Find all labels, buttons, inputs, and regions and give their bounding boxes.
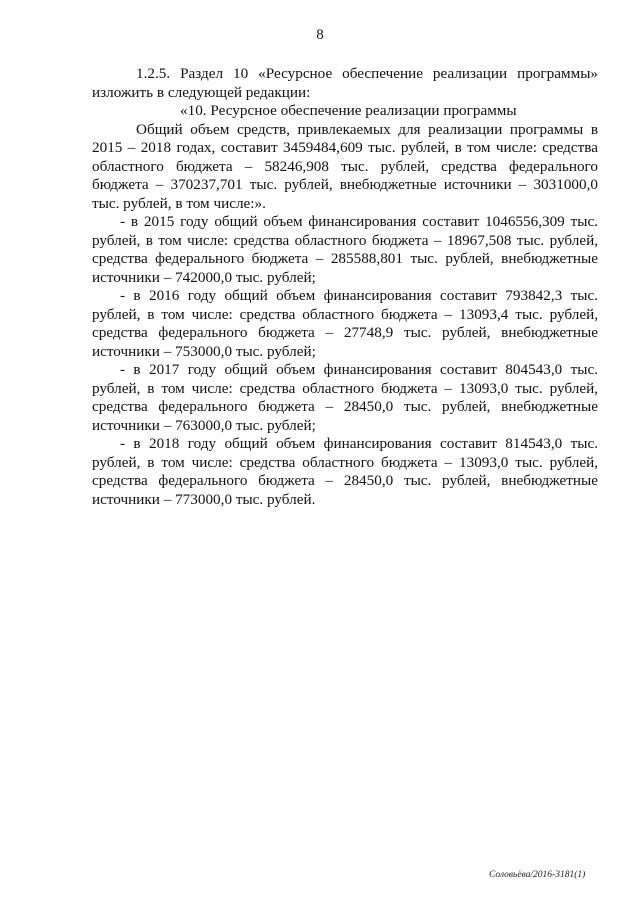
page-number: 8	[316, 27, 324, 43]
section-heading: «10. Ресурсное обеспечение реализации программы	[180, 102, 517, 119]
document-code: Соловьёва/2016-3181(1)	[489, 870, 586, 880]
funding-item-2018: - в 2018 году общий объем финансирования составит 814543,0 тыс. рублей, в том числе: средства областного бюджета – 13093,0 тыс. рублей, средства федерального бюджета – 28450,0 тыс. рублей, внебюджетные источники – 773000,0 тыс. рублей.	[92, 435, 598, 508]
funding-item-2015: - в 2015 году общий объем финансирования составит 1046556,309 тыс. рублей, в том числе: средства областного бюджета – 18967,508 тыс. рублей, средства федерального бюджета – 285588,801 тыс. рублей, внебюджетные источники – 742000,0 тыс. рублей;	[92, 213, 598, 286]
funding-item-2017: - в 2017 году общий объем финансирования составит 804543,0 тыс. рублей, в том числе: средства областного бюджета – 13093,0 тыс. рублей, средства федерального бюджета – 28450,0 тыс. рублей, внебюджетные источники – 763000,0 тыс. рублей;	[92, 361, 598, 434]
funding-item-2016: - в 2016 году общий объем финансирования составит 793842,3 тыс. рублей, в том числе: средства областного бюджета – 13093,4 тыс. рублей, средства федерального бюджета – 27748,9 тыс. рублей, внебюджетные источники – 753000,0 тыс. рублей;	[92, 287, 598, 360]
summary-paragraph: Общий объем средств, привлекаемых для реализации программы в 2015 – 2018 годах, составит 3459484,609 тыс. рублей, в том числе: средства областного бюджета – 58246,908 тыс. рублей, средства федерального бюджета – 370237,701 тыс. рублей, внебюджетные источники – 3031000,0 тыс. рублей, в том числе:».	[92, 120, 598, 212]
intro-paragraph: 1.2.5. Раздел 10 «Ресурсное обеспечение реализации программы» изложить в следующей редакции:	[92, 65, 598, 101]
document-body	[92, 65, 598, 509]
